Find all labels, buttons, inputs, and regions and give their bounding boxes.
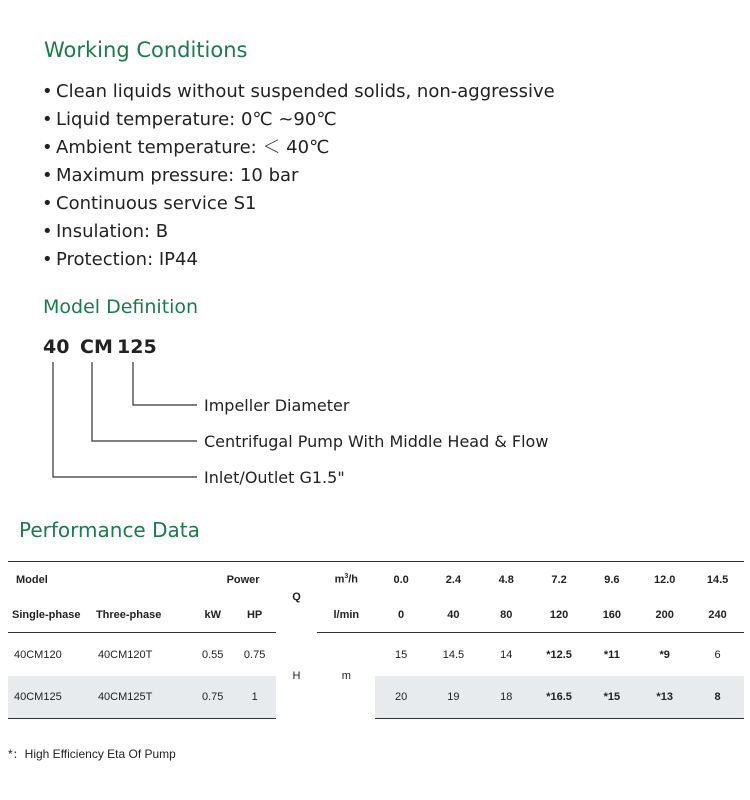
condition-text: Maximum pressure: 10 bar xyxy=(56,165,299,186)
h-label: H xyxy=(292,669,301,682)
flow-lmin-value: 40 xyxy=(427,597,480,633)
bullet-icon: • xyxy=(42,81,53,102)
flow-lmin-value: 120 xyxy=(533,597,586,633)
flow-m3h-value: 2.4 xyxy=(427,562,480,598)
head-value: *12.5 xyxy=(546,648,572,661)
table-header-row xyxy=(8,597,744,633)
power-hp: 0.75 xyxy=(243,648,266,661)
model-definition-title: Model Definition xyxy=(43,296,199,318)
table-row xyxy=(8,633,744,677)
flow-m3h-value: 7.2 xyxy=(533,562,586,598)
condition-text: Liquid temperature: 0℃ ~90℃ xyxy=(56,109,337,130)
performance-data-title: Performance Data xyxy=(19,518,200,542)
model-code-inlet: 40 xyxy=(43,336,70,358)
condition-text: Protection: IP44 xyxy=(56,249,198,270)
power-kw: 0.75 xyxy=(192,676,234,719)
condition-text: Insulation: B xyxy=(56,221,169,242)
flow-lmin-value: 80 xyxy=(480,597,533,633)
model-code-type: CM xyxy=(80,336,113,358)
bullet-icon: • xyxy=(42,221,53,242)
power-kw: 0.55 xyxy=(202,648,224,661)
three-phase-header: Three-phase xyxy=(92,597,192,633)
footnote: *：High Efficiency Eta Of Pump xyxy=(8,747,176,761)
head-value: 19 xyxy=(427,676,480,719)
flow-m3h-value: 0.0 xyxy=(375,562,427,598)
head-value: *16.5 xyxy=(533,676,586,719)
flow-lmin-value: 200 xyxy=(638,597,691,633)
flow-m3h-value: 4.8 xyxy=(480,562,533,598)
flow-unit-m3h-base: m xyxy=(334,573,345,586)
flow-unit-m3h-suffix: /h xyxy=(348,573,359,586)
definition-impeller: Impeller Diameter xyxy=(204,396,350,415)
condition-text: Ambient temperature: ＜ 40℃ xyxy=(56,137,330,158)
flow-unit-lmin: l/min xyxy=(317,597,375,633)
power-hp: 1 xyxy=(234,676,276,719)
bullet-icon: • xyxy=(42,137,53,158)
head-value: 15 xyxy=(394,648,408,661)
flow-m3h-value: 12.0 xyxy=(638,562,691,598)
hp-header: HP xyxy=(234,597,276,633)
definition-pump-type: Centrifugal Pump With Middle Head & Flow xyxy=(204,432,549,451)
m-label: m xyxy=(341,669,351,682)
head-value: 14.5 xyxy=(442,648,465,661)
bullet-icon: • xyxy=(42,193,53,214)
inlet-leader-line xyxy=(53,362,197,477)
condition-text: Clean liquids without suspended solids, non-aggressive xyxy=(56,81,555,102)
flow-unit-m3h xyxy=(317,562,375,598)
definition-inlet: Inlet/Outlet G1.5" xyxy=(204,468,345,487)
head-value: 14 xyxy=(500,648,513,661)
single-phase-header: Single-phase xyxy=(8,597,92,633)
pump-type-leader-line xyxy=(92,362,197,441)
table-header-row xyxy=(8,562,744,598)
head-value: *11 xyxy=(603,648,620,661)
flow-m3h-value: 14.5 xyxy=(691,562,744,598)
single-phase-model: 40CM120 xyxy=(14,648,62,661)
head-value: 8 xyxy=(691,676,744,719)
bullet-icon: • xyxy=(42,165,53,186)
flow-lmin-value: 240 xyxy=(691,597,744,633)
model-header: Model xyxy=(8,562,192,598)
q-header: Q xyxy=(276,562,318,633)
table-row xyxy=(8,676,744,719)
flow-lmin-value: 160 xyxy=(585,597,638,633)
head-value: *13 xyxy=(638,676,691,719)
head-value: 20 xyxy=(375,676,427,719)
three-phase-model: 40CM120T xyxy=(97,648,153,661)
performance-table xyxy=(8,561,744,719)
three-phase-model: 40CM125T xyxy=(92,676,192,719)
flow-unit-m3h-sup: 3 xyxy=(344,573,349,581)
bullet-icon: • xyxy=(42,109,53,130)
flow-lmin-value: 0 xyxy=(375,597,427,633)
single-phase-model: 40CM125 xyxy=(8,676,92,719)
model-code-impeller: 125 xyxy=(117,336,157,358)
bullet-icon: • xyxy=(42,249,53,270)
condition-text: Continuous service S1 xyxy=(56,193,257,214)
head-value: 18 xyxy=(480,676,533,719)
kw-header: kW xyxy=(192,597,234,633)
head-value: *9 xyxy=(659,648,670,661)
working-conditions-title: Working Conditions xyxy=(44,38,248,62)
head-value: *15 xyxy=(585,676,638,719)
impeller-leader-line xyxy=(133,362,197,405)
power-header: Power xyxy=(192,562,276,598)
flow-m3h-value: 9.6 xyxy=(585,562,638,598)
head-value: 6 xyxy=(714,648,721,661)
